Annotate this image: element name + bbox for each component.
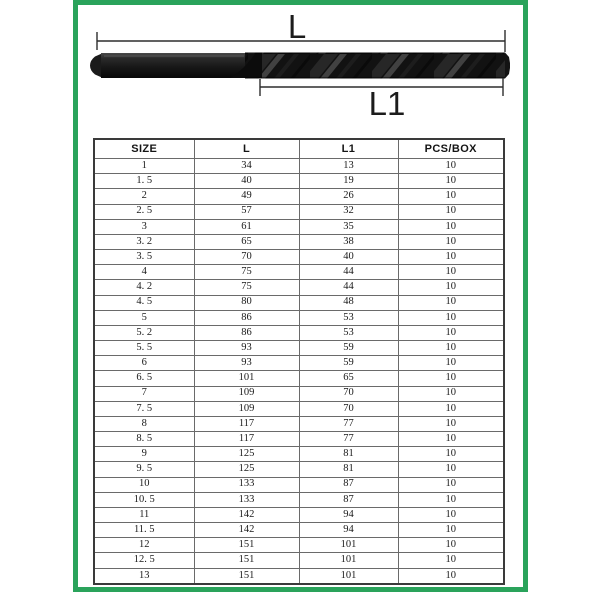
- table-row: [94, 356, 504, 371]
- table-row: [94, 189, 504, 204]
- table-cell: 87: [299, 477, 398, 492]
- table-cell: 151: [194, 568, 299, 584]
- table-cell: 142: [194, 523, 299, 538]
- table-cell: 75: [194, 280, 299, 295]
- table-cell: 81: [299, 447, 398, 462]
- table-cell: 65: [194, 234, 299, 249]
- table-cell: 32: [299, 204, 398, 219]
- table-cell: 38: [299, 234, 398, 249]
- table-cell: 10: [398, 507, 504, 522]
- table-cell: 94: [299, 523, 398, 538]
- table-cell: 10: [398, 462, 504, 477]
- table-cell: 10: [398, 189, 504, 204]
- table-cell: 151: [194, 553, 299, 568]
- table-cell: 10: [398, 553, 504, 568]
- table-header-cell: L: [194, 139, 299, 159]
- table-cell: 109: [194, 386, 299, 401]
- table-row: [94, 341, 504, 356]
- table-row: [94, 204, 504, 219]
- table-cell: 77: [299, 416, 398, 431]
- table-cell: 49: [194, 189, 299, 204]
- table-cell: 8: [94, 416, 194, 431]
- table-cell: 44: [299, 265, 398, 280]
- table-cell: 5. 5: [94, 341, 194, 356]
- table-cell: 142: [194, 507, 299, 522]
- table-cell: 101: [299, 553, 398, 568]
- table-cell: 101: [299, 568, 398, 584]
- table-cell: 61: [194, 219, 299, 234]
- spec-table: [93, 138, 505, 585]
- table-cell: 10: [398, 341, 504, 356]
- table-cell: 10: [398, 523, 504, 538]
- table-cell: 10: [398, 310, 504, 325]
- table-row: [94, 219, 504, 234]
- table-row: [94, 386, 504, 401]
- table-cell: 6. 5: [94, 371, 194, 386]
- table-row: [94, 492, 504, 507]
- table-cell: 151: [194, 538, 299, 553]
- table-cell: 53: [299, 325, 398, 340]
- table-row: [94, 507, 504, 522]
- table-cell: 44: [299, 280, 398, 295]
- table-cell: 9. 5: [94, 462, 194, 477]
- table-cell: 117: [194, 432, 299, 447]
- table-cell: 4. 5: [94, 295, 194, 310]
- table-cell: 4. 2: [94, 280, 194, 295]
- table-cell: 5. 2: [94, 325, 194, 340]
- table-cell: 10: [94, 477, 194, 492]
- dimension-L-label: L: [287, 8, 307, 45]
- table-cell: 10: [398, 204, 504, 219]
- table-cell: 10: [398, 234, 504, 249]
- table-cell: 133: [194, 477, 299, 492]
- table-cell: 10: [398, 159, 504, 174]
- table-cell: 12: [94, 538, 194, 553]
- table-cell: 101: [194, 371, 299, 386]
- table-cell: 35: [299, 219, 398, 234]
- table-cell: 9: [94, 447, 194, 462]
- table-header-cell: PCS/BOX: [398, 139, 504, 159]
- table-cell: 7. 5: [94, 401, 194, 416]
- table-cell: 13: [94, 568, 194, 584]
- table-row: [94, 447, 504, 462]
- table-header-row: [94, 139, 504, 159]
- table-cell: 86: [194, 310, 299, 325]
- table-cell: 59: [299, 341, 398, 356]
- table-cell: 10: [398, 250, 504, 265]
- dimension-L1-label: L1: [368, 85, 406, 122]
- table-row: [94, 265, 504, 280]
- table-cell: 7: [94, 386, 194, 401]
- table-row: [94, 174, 504, 189]
- table-cell: 1. 5: [94, 174, 194, 189]
- table-cell: 3: [94, 219, 194, 234]
- table-cell: 11: [94, 507, 194, 522]
- table-cell: 117: [194, 416, 299, 431]
- table-cell: 94: [299, 507, 398, 522]
- table-row: [94, 310, 504, 325]
- table-cell: 10: [398, 447, 504, 462]
- table-row: [94, 371, 504, 386]
- table-cell: 10: [398, 265, 504, 280]
- table-cell: 81: [299, 462, 398, 477]
- table-cell: 125: [194, 462, 299, 477]
- table-cell: 70: [299, 401, 398, 416]
- table-cell: 65: [299, 371, 398, 386]
- table-row: [94, 477, 504, 492]
- table-cell: 10: [398, 371, 504, 386]
- table-cell: 10: [398, 325, 504, 340]
- table-row: [94, 432, 504, 447]
- table-body: [94, 159, 504, 585]
- table-row: [94, 401, 504, 416]
- table-cell: 40: [194, 174, 299, 189]
- table-row: [94, 538, 504, 553]
- table-row: [94, 568, 504, 584]
- table-cell: 8. 5: [94, 432, 194, 447]
- table-row: [94, 523, 504, 538]
- table-cell: 10: [398, 280, 504, 295]
- table-cell: 1: [94, 159, 194, 174]
- table-row: [94, 159, 504, 174]
- table-cell: 75: [194, 265, 299, 280]
- table-cell: 10: [398, 432, 504, 447]
- table-cell: 87: [299, 492, 398, 507]
- table-cell: 34: [194, 159, 299, 174]
- table-row: [94, 295, 504, 310]
- table-cell: 10: [398, 356, 504, 371]
- table-cell: 93: [194, 341, 299, 356]
- table-header-cell: L1: [299, 139, 398, 159]
- table-cell: 80: [194, 295, 299, 310]
- table-cell: 93: [194, 356, 299, 371]
- table-cell: 53: [299, 310, 398, 325]
- drill-bit-illustration: [90, 53, 510, 79]
- table-cell: 10: [398, 219, 504, 234]
- table-cell: 48: [299, 295, 398, 310]
- table-cell: 2. 5: [94, 204, 194, 219]
- table-cell: 4: [94, 265, 194, 280]
- table-cell: 59: [299, 356, 398, 371]
- table-cell: 70: [194, 250, 299, 265]
- table-cell: 57: [194, 204, 299, 219]
- table-cell: 77: [299, 432, 398, 447]
- table-cell: 10. 5: [94, 492, 194, 507]
- table-cell: 10: [398, 174, 504, 189]
- table-row: [94, 416, 504, 431]
- table-cell: 19: [299, 174, 398, 189]
- table-cell: 3. 2: [94, 234, 194, 249]
- table-cell: 5: [94, 310, 194, 325]
- table-cell: 10: [398, 568, 504, 584]
- table-row: [94, 280, 504, 295]
- table-cell: 2: [94, 189, 194, 204]
- table-row: [94, 325, 504, 340]
- table-cell: 125: [194, 447, 299, 462]
- table-cell: 10: [398, 295, 504, 310]
- table-cell: 10: [398, 477, 504, 492]
- table-cell: 6: [94, 356, 194, 371]
- table-cell: 10: [398, 538, 504, 553]
- table-cell: 10: [398, 416, 504, 431]
- table-cell: 86: [194, 325, 299, 340]
- table-cell: 13: [299, 159, 398, 174]
- table-row: [94, 250, 504, 265]
- table-cell: 11. 5: [94, 523, 194, 538]
- table-cell: 10: [398, 401, 504, 416]
- table-row: [94, 553, 504, 568]
- table-cell: 26: [299, 189, 398, 204]
- table-cell: 40: [299, 250, 398, 265]
- table-cell: 10: [398, 492, 504, 507]
- table-cell: 70: [299, 386, 398, 401]
- table-cell: 109: [194, 401, 299, 416]
- table-row: [94, 462, 504, 477]
- table-row: [94, 234, 504, 249]
- table-cell: 3. 5: [94, 250, 194, 265]
- table-header-cell: SIZE: [94, 139, 194, 159]
- table-cell: 12. 5: [94, 553, 194, 568]
- table-cell: 10: [398, 386, 504, 401]
- table-cell: 101: [299, 538, 398, 553]
- table-cell: 133: [194, 492, 299, 507]
- drill-bit-diagram: [0, 0, 600, 132]
